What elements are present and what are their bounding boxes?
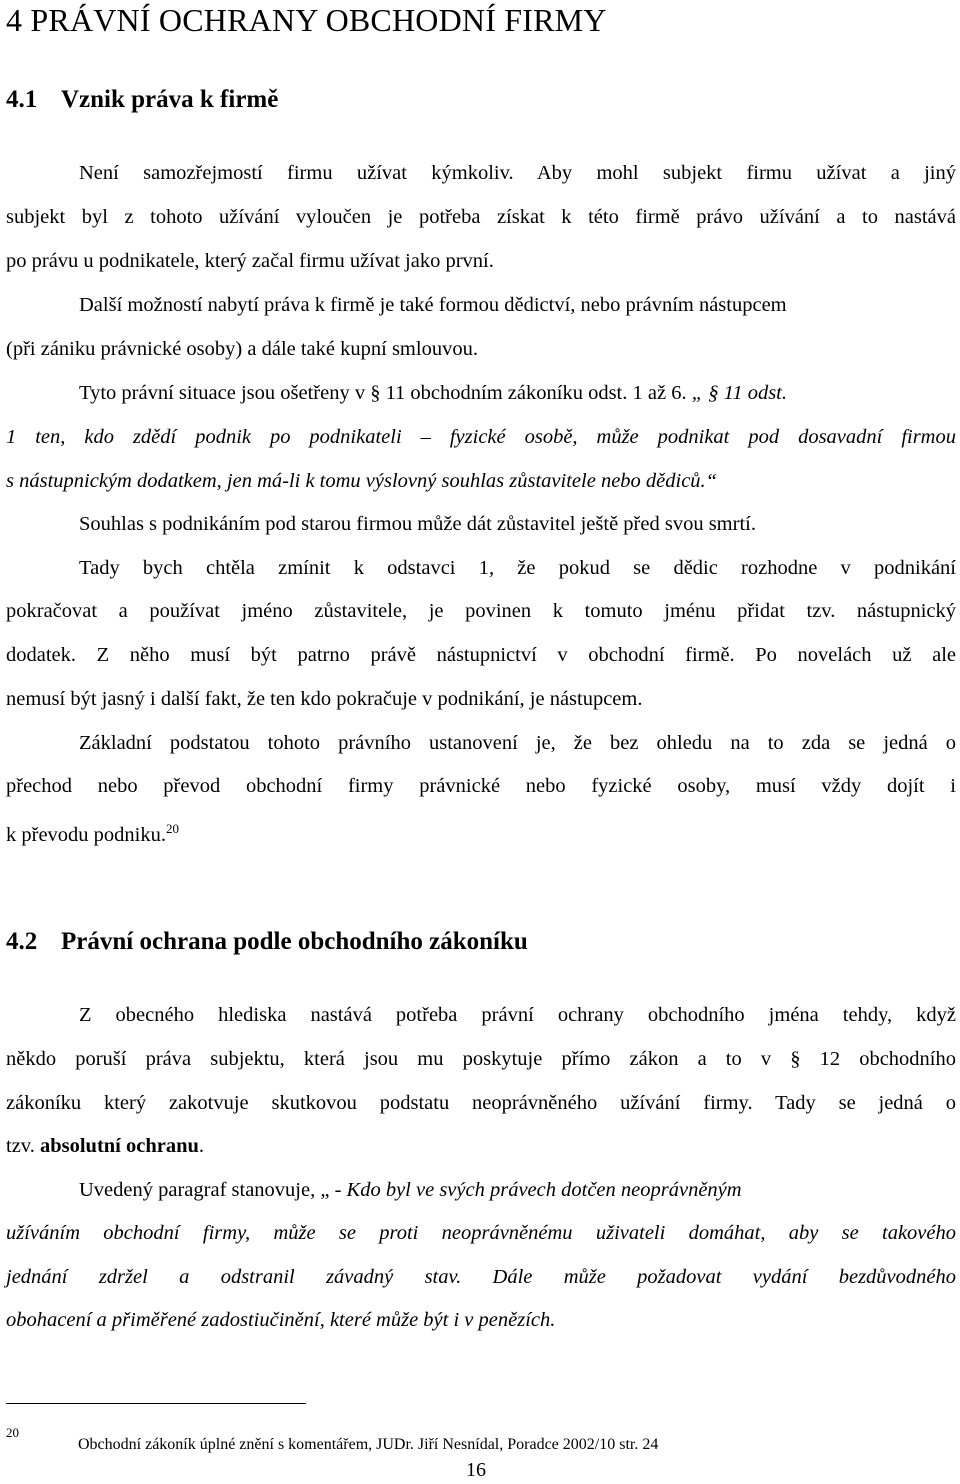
text-line: dodatek. Z něho musí být patrno právě nástupnictví v obchodní firmě. Po novelách už ale bbox=[6, 644, 956, 666]
text-line: (při zániku právnické osoby) a dále také kupní smlouvou. bbox=[6, 338, 478, 360]
text-span: Uvedený paragraf stanovuje, „ - bbox=[79, 1179, 347, 1201]
text-line: zákoníku který zakotvuje skutkovou podstatu neoprávněného užívání firmy. Tady se jedná o bbox=[6, 1092, 956, 1114]
text-line: Základní podstatou tohoto právního ustanovení je, že bez ohledu na to zda se jedná o bbox=[79, 732, 956, 754]
text-line-italic: s nástupnickým dodatkem, jen má-li k tomu výslovný souhlas zůstavitele nebo dědiců.“ bbox=[6, 470, 718, 492]
section-heading-4-1 bbox=[6, 86, 278, 114]
text-line: Další možností nabytí práva k firmě je také formou dědictví, nebo právním nástupcem bbox=[79, 294, 787, 316]
section-number: 4.1 bbox=[6, 86, 38, 113]
text-line: někdo poruší práva subjektu, která jsou mu poskytuje přímo zákon a to v § 12 obchodního bbox=[6, 1048, 956, 1070]
text-line bbox=[6, 816, 956, 848]
text-line: přechod nebo převod obchodní firmy právnické nebo fyzické osoby, musí vždy dojít i bbox=[6, 775, 956, 797]
text-line: po právu u podnikatele, který začal firmu užívat jako první. bbox=[6, 250, 494, 272]
text-span: tzv. bbox=[6, 1135, 40, 1157]
text-line bbox=[6, 1133, 956, 1159]
text-line: nemusí být jasný i další fakt, že ten kdo pokračuje v podnikání, je nástupcem. bbox=[6, 688, 643, 710]
text-line: subjekt byl z tohoto užívání vyloučen je potřeba získat k této firmě právo užívání a to nastává bbox=[6, 206, 956, 228]
text-span: k převodu podniku. bbox=[6, 824, 166, 846]
section-title: Vznik práva k firmě bbox=[61, 86, 279, 113]
text-line: Není samozřejmostí firmu užívat kýmkoliv. Aby mohl subjekt firmu užívat a jiný bbox=[79, 162, 956, 184]
text-line: pokračovat a používat jméno zůstavitele, je povinen k tomuto jménu přidat tzv. nástupnický bbox=[6, 600, 956, 622]
text-line-italic: obohacení a přiměřené zadostiučinění, které může být i v penězích. bbox=[6, 1309, 556, 1331]
text-line: Souhlas s podnikáním pod starou firmou může dát zůstavitel ještě před svou smrtí. bbox=[79, 513, 756, 535]
text-span: Tyto právní situace jsou ošetřeny v § 11 obchodním zákoníku odst. 1 až 6. bbox=[79, 382, 687, 404]
page-number: 16 bbox=[466, 1459, 486, 1481]
quote-text: Kdo byl ve svých právech dotčen neoprávněným bbox=[346, 1179, 742, 1201]
text-line-italic: užíváním obchodní firmy, může se proti neoprávněnému uživateli domáhat, aby se takového bbox=[6, 1222, 956, 1244]
footnote-text: Obchodní zákoník úplné znění s komentářem, JUDr. Jiří Nesnídal, Poradce 2002/10 str. 24 bbox=[78, 1436, 659, 1453]
text-span: . bbox=[198, 1135, 205, 1157]
section-number: 4.2 bbox=[6, 928, 38, 955]
chapter-heading: 4 PRÁVNÍ OCHRANY OBCHODNÍ FIRMY bbox=[6, 2, 607, 38]
quote-start: „ § 11 odst. bbox=[686, 382, 788, 404]
footnote-separator bbox=[6, 1403, 306, 1404]
text-line bbox=[79, 380, 956, 406]
text-line-italic: jednání zdržel a odstranil závadný stav. Dále může požadovat vydání bezdůvodného bbox=[6, 1266, 956, 1288]
text-line-italic: 1 ten, kdo zdědí podnik po podnikateli – fyzické osobě, může podnikat pod dosavadní firmou bbox=[6, 426, 956, 448]
footnote-ref: 20 bbox=[166, 821, 179, 836]
bold-term: absolutní ochranu bbox=[39, 1135, 199, 1157]
section-heading-4-2 bbox=[6, 928, 528, 956]
footnote-number: 20 bbox=[6, 1425, 19, 1440]
text-line: Tady bych chtěla zmínit k odstavci 1, že pokud se dědic rozhodne v podnikání bbox=[79, 557, 956, 579]
section-title: Právní ochrana podle obchodního zákoníku bbox=[61, 928, 528, 955]
text-line bbox=[79, 1177, 956, 1203]
text-line: Z obecného hlediska nastává potřeba právní ochrany obchodního jména tehdy, když bbox=[79, 1004, 956, 1026]
